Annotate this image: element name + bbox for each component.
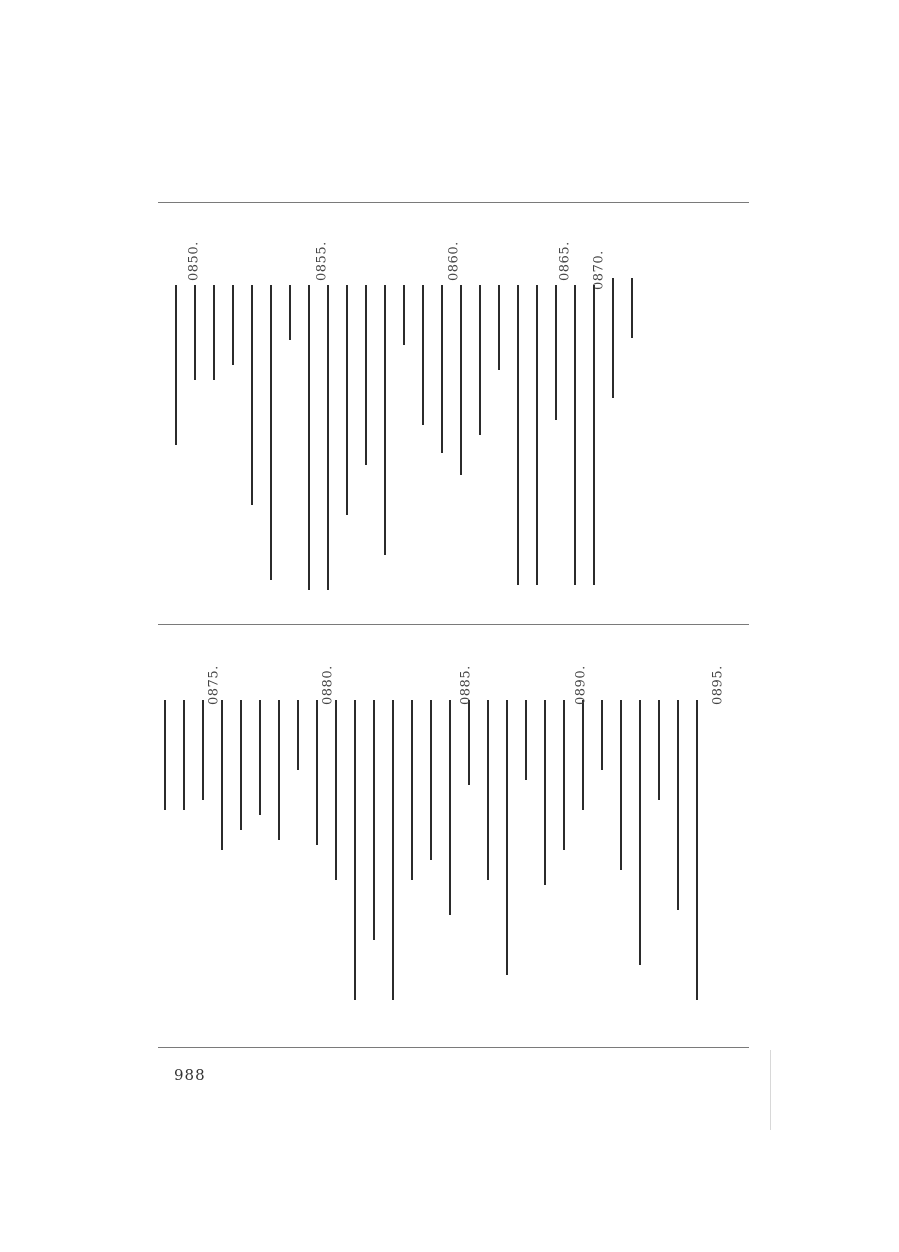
text-column xyxy=(628,203,646,624)
page-number: 988 xyxy=(174,1066,206,1084)
text-column xyxy=(522,625,540,1047)
text-column xyxy=(381,203,399,624)
margin-mark xyxy=(770,1050,771,1130)
text-column xyxy=(419,203,437,624)
text-column xyxy=(248,203,266,624)
text-column xyxy=(674,625,692,1047)
line-number: 0890. xyxy=(573,665,589,705)
text-column xyxy=(541,625,559,1047)
text-column xyxy=(275,625,293,1047)
line-number: 0880. xyxy=(320,665,336,705)
top-text-section xyxy=(158,203,749,624)
text-column xyxy=(267,203,285,624)
line-number: 0860. xyxy=(446,241,462,281)
text-column xyxy=(533,203,551,624)
text-column xyxy=(294,625,312,1047)
text-column xyxy=(617,625,635,1047)
line-number: 0870. xyxy=(591,250,607,290)
line-number: 0855. xyxy=(314,241,330,281)
text-column xyxy=(362,203,380,624)
line-number: 0885. xyxy=(458,665,474,705)
bottom-rule xyxy=(158,1047,749,1048)
text-column xyxy=(180,625,198,1047)
text-column xyxy=(655,625,673,1047)
text-column xyxy=(210,203,228,624)
text-column xyxy=(476,203,494,624)
line-number: 0895. xyxy=(710,665,726,705)
text-column xyxy=(256,625,274,1047)
text-column xyxy=(484,625,502,1047)
text-column xyxy=(408,625,426,1047)
text-column xyxy=(237,625,255,1047)
text-column xyxy=(161,625,179,1047)
text-column xyxy=(286,203,304,624)
text-column xyxy=(609,203,627,624)
line-number: 0850. xyxy=(186,241,202,281)
line-number: 0875. xyxy=(206,665,222,705)
text-column xyxy=(503,625,521,1047)
text-column xyxy=(636,625,654,1047)
text-column xyxy=(590,203,608,624)
text-column xyxy=(514,203,532,624)
text-column xyxy=(400,203,418,624)
text-column xyxy=(229,203,247,624)
line-number: 0865. xyxy=(557,241,573,281)
text-column xyxy=(427,625,445,1047)
text-column xyxy=(370,625,388,1047)
text-column xyxy=(495,203,513,624)
text-column xyxy=(598,625,616,1047)
text-column xyxy=(389,625,407,1047)
text-column xyxy=(343,203,361,624)
bottom-text-section xyxy=(158,625,749,1047)
text-column xyxy=(351,625,369,1047)
